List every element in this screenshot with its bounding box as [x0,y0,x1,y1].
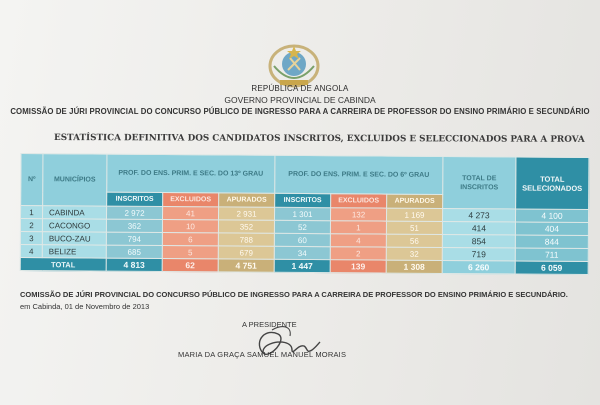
header-group-13-grau: PROF. DO ENS. PRIM. E SEC. DO 13º GRAU [107,154,275,193]
row-number: 2 [20,219,42,232]
g1-excluidos: 6 [162,233,218,246]
angola-coat-of-arms-icon [266,40,322,88]
subheader-apurados: APURADOS [387,194,443,208]
subheader-inscritos: INSCRITOS [275,193,331,207]
row-number: 3 [20,232,42,245]
subheader-apurados: APURADOS [219,193,275,207]
municipio-name: CACONGO [42,219,106,232]
total-g2-apurados: 1 308 [386,260,442,273]
commission-header: COMISSÃO DE JÚRI PROVINCIAL DO CONCURSO PÚBLICO DE INGRESSO PARA A CARREIRA DE PROFESSOR DO ENSINO PRIMÁRIO E SECUNDÁRIO [10,107,590,116]
statistics-table-container [20,153,589,283]
header-num: Nº [21,154,43,206]
total-selecionados: 404 [515,222,588,236]
g1-inscritos: 685 [106,245,162,258]
total-inscritos: 719 [442,247,515,261]
g1-inscritos: 794 [106,232,162,245]
g1-apurados: 788 [218,233,274,246]
total-g1-excluidos: 62 [162,259,218,272]
row-number: 4 [20,245,42,258]
g2-apurados: 1 169 [386,208,442,221]
total-g1-inscritos: 4 813 [106,258,162,271]
g2-apurados: 32 [386,247,442,260]
total-selecionados: 4 100 [515,209,588,223]
total-selecionados: 711 [515,248,588,262]
g1-excluidos: 41 [162,207,218,220]
grand-total-selecionados: 6 059 [515,261,588,275]
g1-excluidos: 5 [162,246,218,259]
header-total-inscritos: TOTAL DE INSCRITOS [443,156,516,209]
subheader-excluidos: EXCLUIDOS [331,194,387,208]
subheader-inscritos: INSCRITOS [107,192,163,206]
header-total-selecionados: TOTAL SELECIONADOS [516,157,589,210]
g2-apurados: 56 [386,234,442,247]
g1-apurados: 2 931 [218,207,274,220]
government-name: GOVERNO PROVINCIAL DE CABINDA [224,95,376,105]
table-header-row [21,154,589,196]
g2-inscritos: 34 [274,246,330,259]
place-date: em Cabinda, 01 de Novembro de 2013 [20,302,150,311]
grand-total-inscritos: 6 260 [442,260,515,274]
total-g2-excluidos: 139 [330,260,386,273]
republic-name: REPÚBLICA DE ANGOLA [251,84,349,93]
total-inscritos: 854 [442,234,515,248]
header-municipio: MUNICÍPIOS [43,154,107,206]
g2-inscritos: 1 301 [274,207,330,220]
commission-footer: COMISSÃO DE JÚRI PROVINCIAL DO CONCURSO PÚBLICO DE INGRESSO PARA A CARREIRA DE PROFESSOR DO ENSINO PRIMÁRIO E SECUNDÁRIO. [20,290,568,299]
subheader-excluidos: EXCLUIDOS [163,193,219,207]
g1-inscritos: 2 972 [106,206,162,219]
g2-inscritos: 52 [274,220,330,233]
signer-name: MARIA DA GRAÇA SAMUEL MANUEL MORAIS [178,350,347,359]
total-g2-inscritos: 1 447 [274,259,330,272]
table-total-row [20,258,588,275]
g1-excluidos: 10 [162,220,218,233]
total-g1-apurados: 4 751 [218,259,274,272]
municipio-name: BELIZE [42,245,106,258]
g1-inscritos: 362 [106,219,162,232]
total-inscritos: 4 273 [442,208,515,222]
municipio-name: BUCO-ZAU [42,232,106,245]
row-number: 1 [20,206,42,219]
g1-apurados: 352 [218,220,274,233]
total-selecionados: 844 [515,235,588,249]
municipio-name: CABINDA [42,206,106,219]
g2-excluidos: 1 [330,221,386,234]
g2-excluidos: 132 [330,208,386,221]
g1-apurados: 679 [218,246,274,259]
presidente-label: A PRESIDENTE [242,320,297,329]
g2-apurados: 51 [386,221,442,234]
total-inscritos: 414 [442,221,515,235]
g2-inscritos: 60 [274,233,330,246]
total-label: TOTAL [20,258,106,272]
statistics-title: ESTATÍSTICA DEFINITIVA DOS CANDIDATOS INSCRITOS, EXCLUIDOS E SELECCIONADOS PARA A PROVA [53,133,585,145]
g2-excluidos: 4 [330,234,386,247]
header-group-6-grau: PROF. DO ENS. PRIM. E SEC. DO 6º GRAU [275,155,443,194]
statistics-table [20,153,590,275]
g2-excluidos: 2 [330,247,386,260]
